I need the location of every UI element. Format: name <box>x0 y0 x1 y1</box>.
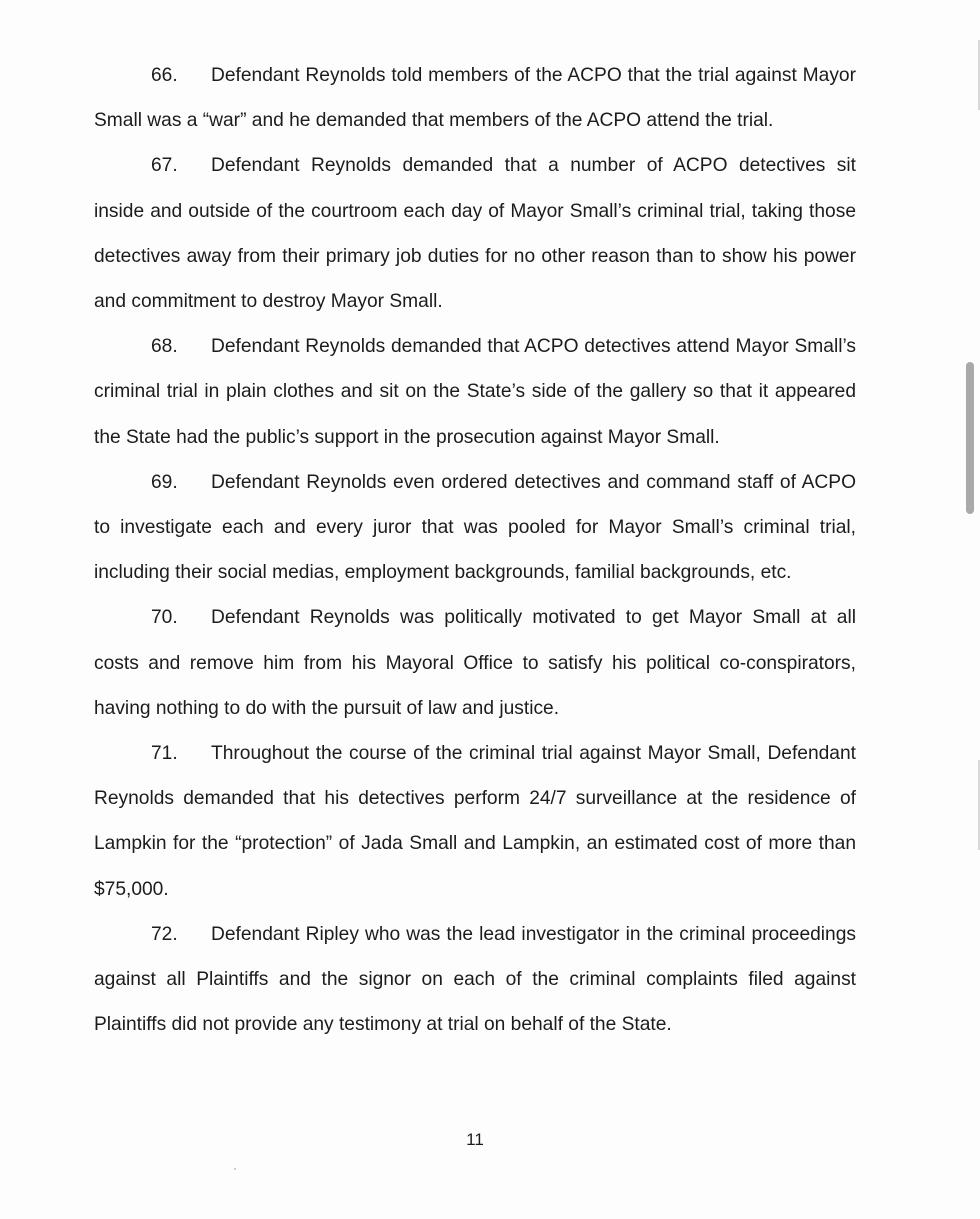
vertical-scrollbar-thumb[interactable] <box>966 362 974 514</box>
paragraph-71 <box>94 731 856 912</box>
paragraph-number: 72. <box>151 923 178 945</box>
page-number: 11 <box>466 1130 484 1149</box>
paragraph-69 <box>94 460 856 596</box>
paragraph-number: 68. <box>151 336 178 358</box>
paragraph-68 <box>94 324 856 460</box>
paragraph-66 <box>94 53 856 143</box>
paragraph-72 <box>94 912 856 1048</box>
paragraph-number: 67. <box>151 155 178 177</box>
document-body <box>94 53 856 1047</box>
paragraph-text: Defendant Reynolds even ordered detectives and command staff of ACPO to investigate each and every juror that was pooled for Mayor Small’s criminal trial, including their social medias, employment backgrounds, familial backgrounds, etc. <box>94 471 856 584</box>
paragraph-text: Defendant Reynolds demanded that a number of ACPO detectives sit inside and outside of the courtroom each day of Mayor Small’s criminal trial, taking those detectives away from their primary job duties for no other reason than to show his power and commitment to destroy Mayor Small. <box>94 155 856 313</box>
paragraph-number: 69. <box>151 471 178 493</box>
paragraph-text: Defendant Reynolds was politically motivated to get Mayor Small at all costs and remove him from his Mayoral Office to satisfy his political co-conspirators, having nothing to do with the pursuit of law and justice. <box>94 607 856 719</box>
paragraph-number: 70. <box>151 607 178 629</box>
paragraph-67 <box>94 143 856 324</box>
paragraph-text: Throughout the course of the criminal trial against Mayor Small, Defendant Reynolds demanded that his detectives perform 24/7 surveillance at the residence of Lampkin for the “protection” of Jada Small and Lampkin, an estimated cost of more than $75,000. <box>94 743 856 900</box>
paragraph-70 <box>94 595 856 731</box>
paragraph-text: Defendant Ripley who was the lead investigator in the criminal proceedings against all Plaintiffs and the signor on each of the criminal complaints filed against Plaintiffs did not provide any testimony at trial on behalf of the State. <box>94 923 856 1036</box>
paragraph-text: Defendant Reynolds told members of the ACPO that the trial against Mayor Small was a “war” and he demanded that members of the ACPO attend the trial. <box>94 65 856 132</box>
paragraph-number: 71. <box>151 743 178 765</box>
scan-speck <box>234 1168 236 1170</box>
paragraph-number: 66. <box>151 65 178 86</box>
paragraph-text: Defendant Reynolds demanded that ACPO detectives attend Mayor Small’s criminal trial in plain clothes and sit on the State’s side of the gallery so that it appeared the State had the public’s support in the prosecution against Mayor Small. <box>94 336 856 448</box>
